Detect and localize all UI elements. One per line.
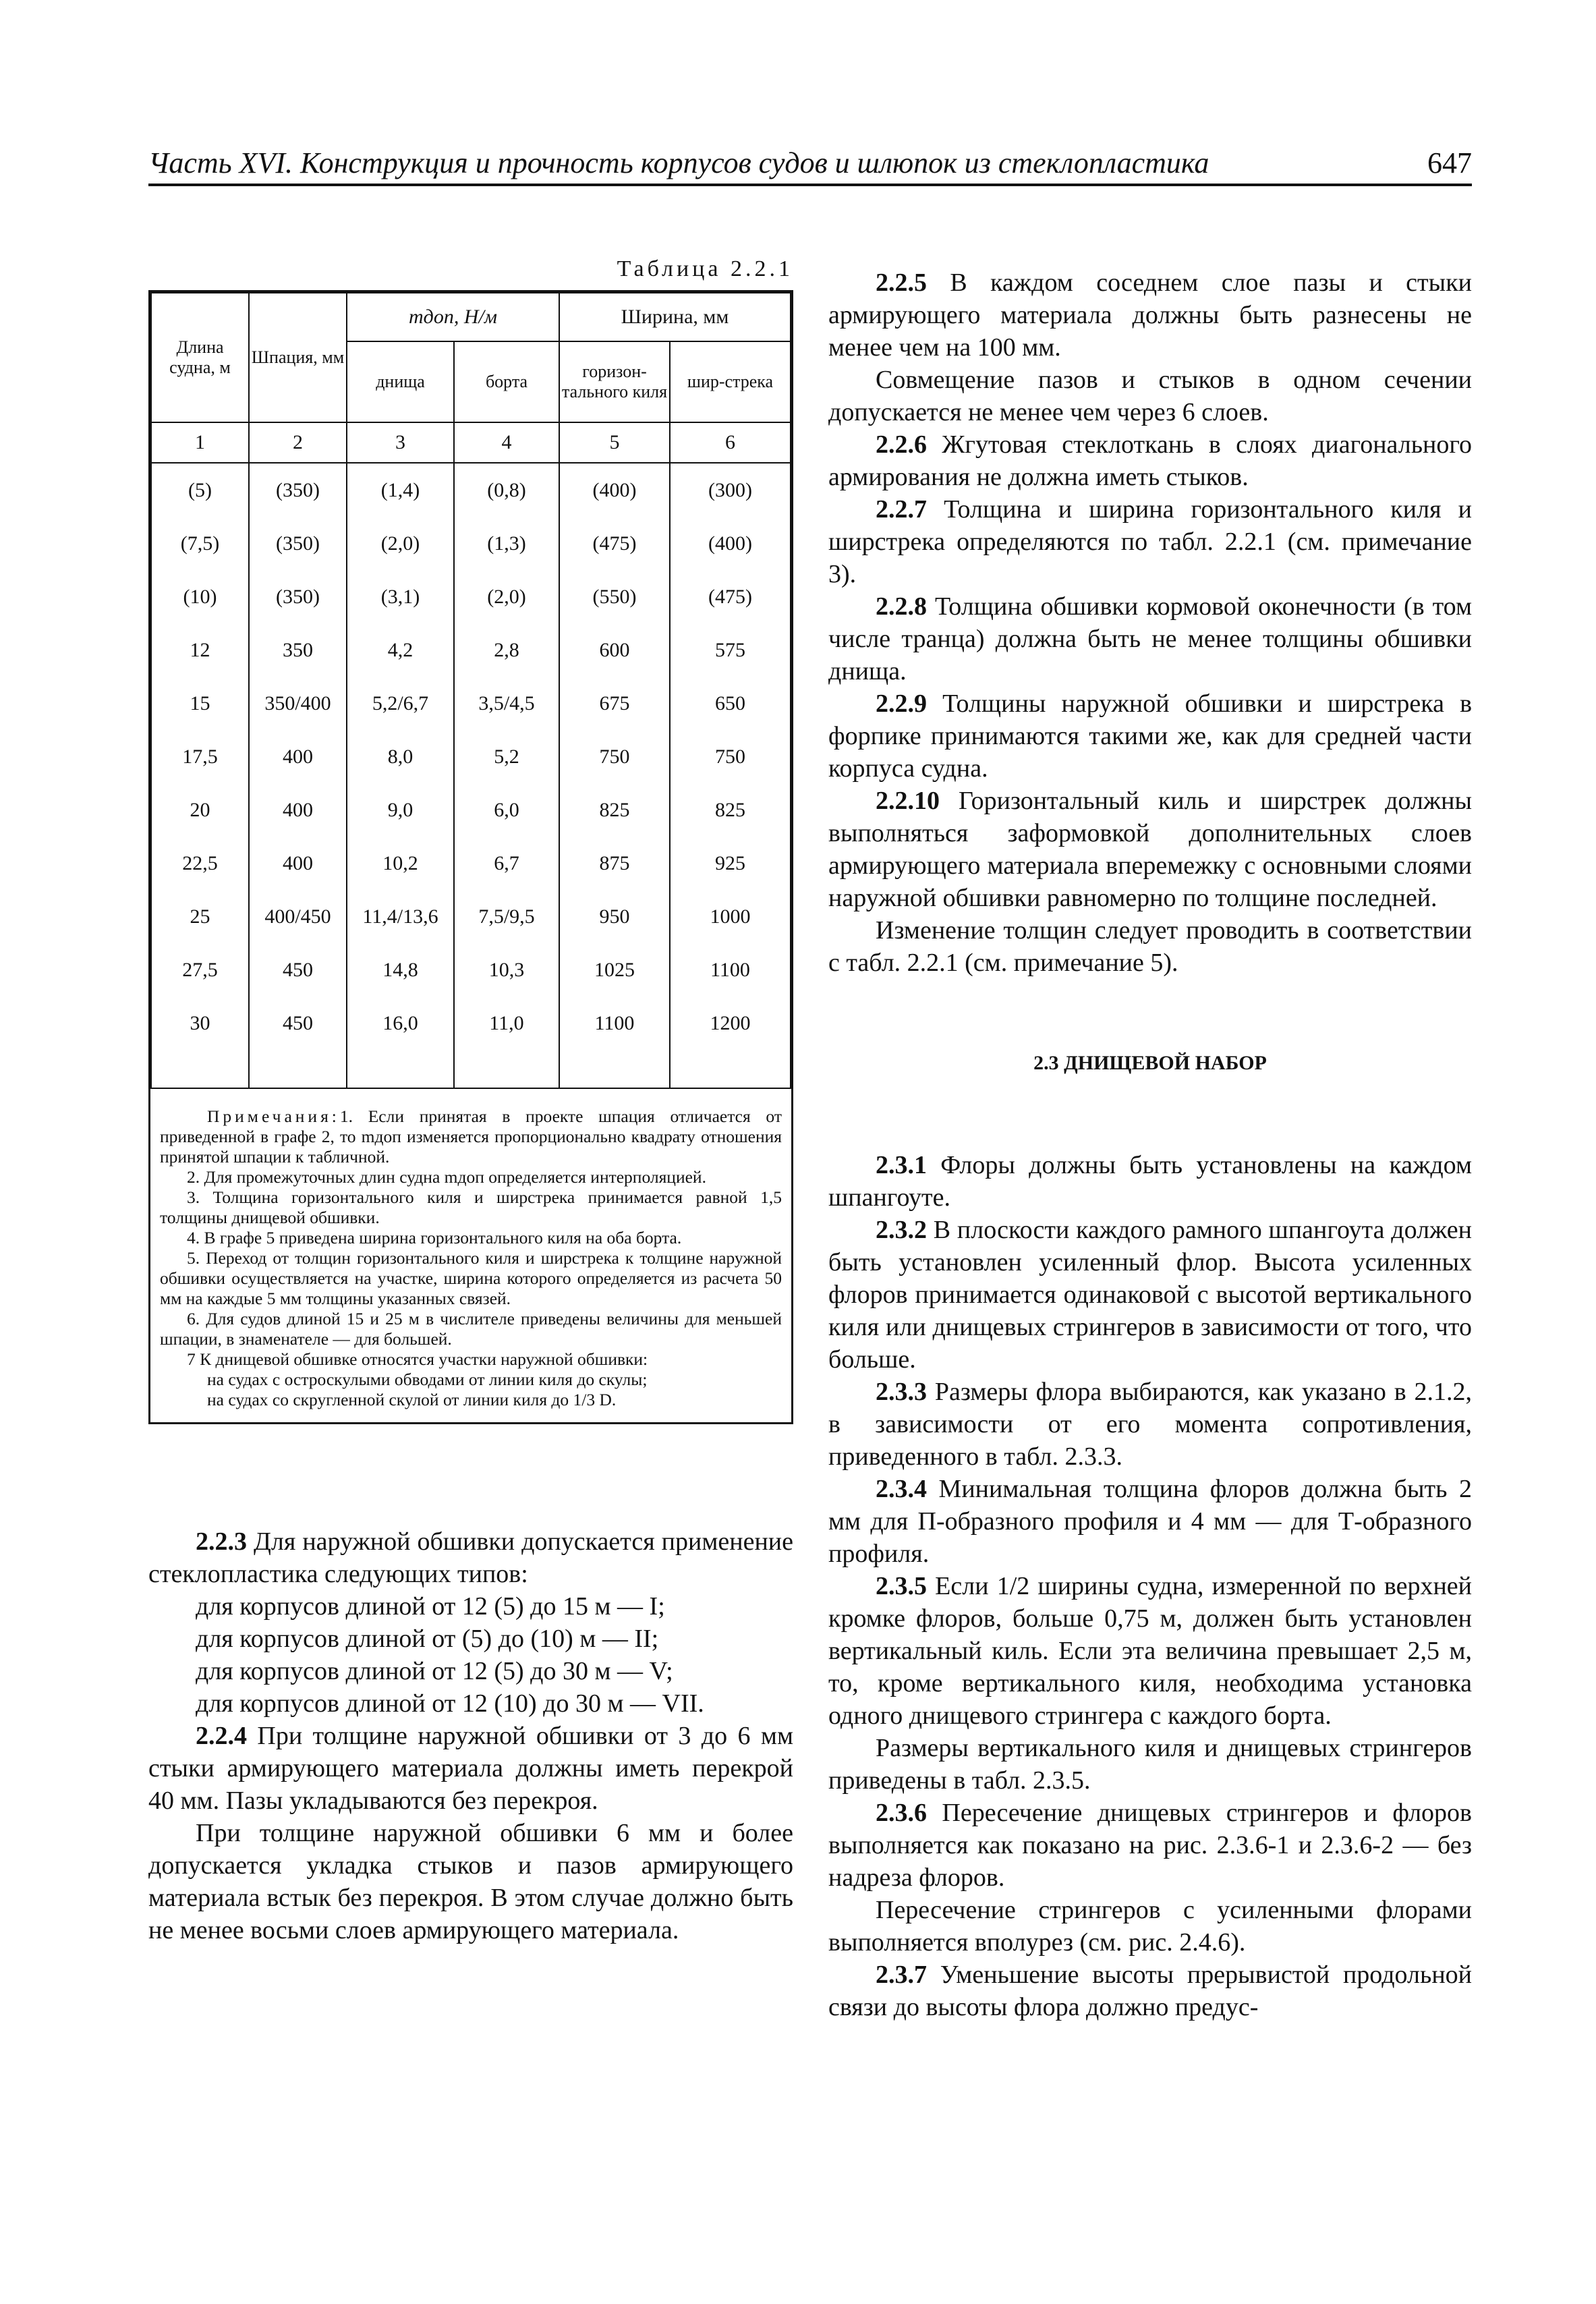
table-row — [151, 837, 791, 890]
header-side: борта — [454, 341, 559, 422]
paragraph-2-3-5b: Размеры вертикального киля и днищевых стрингеров приведены в табл. 2.3.5. — [828, 1734, 1472, 1795]
table-cell: 6,0 — [454, 783, 559, 837]
table-cell: (350) — [249, 570, 347, 623]
table-cell: 825 — [670, 783, 791, 837]
right-column — [828, 266, 1472, 2023]
table-cell: 400 — [249, 730, 347, 783]
column-number: 2 — [249, 422, 347, 463]
table-cell: 3,5/4,5 — [454, 677, 559, 730]
note-7a: на судах с остроскулыми обводами от линии киля до скулы; — [207, 1370, 648, 1389]
table-cell: (475) — [559, 517, 670, 570]
note-2: 2. Для промежуточных длин судна mдоп определяется интерполяцией. — [187, 1167, 706, 1187]
table-cell: 350/400 — [249, 677, 347, 730]
table-row — [151, 677, 791, 730]
table-cell: (3,1) — [347, 570, 454, 623]
table-cell: (475) — [670, 570, 791, 623]
table-cell: 5,2/6,7 — [347, 677, 454, 730]
table-cell: 1200 — [670, 996, 791, 1050]
table-cell: 6,7 — [454, 837, 559, 890]
table-cell: 1025 — [559, 943, 670, 996]
table-cell: (400) — [670, 517, 791, 570]
header-sheer: шир-стрека — [670, 341, 791, 422]
paragraph-2-3-4: 2.3.4 Минимальная толщина флоров должна быть 2 мм для П-образного профиля и 4 мм — для Т-образного профиля. — [828, 1475, 1473, 1568]
column-number: 6 — [670, 422, 791, 463]
table-cell: 825 — [559, 783, 670, 837]
table-cell: 450 — [249, 943, 347, 996]
table-cell: (10) — [151, 570, 249, 623]
paragraph-2-3-6: 2.3.6 Пересечение днищевых стрингеров и флоров выполняется как показано на рис. 2.3.6-1 и 2.3.6-2 — без надреза флоров. — [828, 1799, 1472, 1892]
table-cell: 350 — [249, 623, 347, 677]
table-cell: 5,2 — [454, 730, 559, 783]
header-length: Длина судна, м — [151, 293, 249, 422]
table-cell: 17,5 — [151, 730, 249, 783]
paragraph-2-2-4b: При толщине наружной обшивки 6 мм и более допускается укладка стыков и пазов армирующего материала встык без перекроя. В этом случае должно быть не менее восьми слоев армирующего материала. — [148, 1819, 793, 1944]
table-cell: 30 — [151, 996, 249, 1050]
paragraph-2-2-6: 2.2.6 Жгутовая стеклоткань в слоях диагонального армирования не должна иметь стыков. — [828, 430, 1473, 491]
table-row — [151, 943, 791, 996]
table-cell: 1000 — [670, 890, 791, 943]
table-cell: 9,0 — [347, 783, 454, 837]
table-row — [151, 570, 791, 623]
column-numbers-row — [151, 422, 791, 463]
table-frame — [148, 290, 793, 1424]
paragraph-2-2-7: 2.2.7 Толщина и ширина горизонтального киля и ширстрека определяются по табл. 2.2.1 (см. примечание 3). — [828, 495, 1472, 588]
list-item: для корпусов длиной от 12 (5) до 30 м — V; — [196, 1657, 673, 1685]
table-cell: 27,5 — [151, 943, 249, 996]
paragraph-2-2-3: 2.2.3 Для наружной обшивки допускается применение стеклопластика следующих типов: — [148, 1527, 794, 1588]
header-bottom: днища — [347, 341, 454, 422]
table-cell: (400) — [559, 463, 670, 517]
table-cell: (7,5) — [151, 517, 249, 570]
note-7b: на судах со скругленной скулой от линии киля до 1/3 D. — [207, 1390, 617, 1409]
table-cell: 7,5/9,5 — [454, 890, 559, 943]
paragraph-2-3-1: 2.3.1 Флоры должны быть установлены на каждом шпангоуте. — [828, 1151, 1472, 1212]
table-spacer-row — [151, 1050, 791, 1088]
table-row — [151, 463, 791, 517]
table-cell: 2,8 — [454, 623, 559, 677]
column-number: 5 — [559, 422, 670, 463]
table-cell: 650 — [670, 677, 791, 730]
table-cell: (350) — [249, 517, 347, 570]
page-header — [148, 142, 1472, 186]
paragraph-2-2-10: 2.2.10 Горизонтальный киль и ширстрек должны выполняться заформовкой дополнительных слоев армирующего материала вперемежку с основными слоями наружной обшивки равномерно по толщине последней. — [828, 787, 1473, 912]
list-item: для корпусов длиной от 12 (10) до 30 м — VII. — [196, 1689, 704, 1718]
note-7: 7 К днищевой обшивке относятся участки наружной обшивки: — [187, 1349, 648, 1369]
table-row — [151, 890, 791, 943]
table-cell: 925 — [670, 837, 791, 890]
table-cell: (2,0) — [347, 517, 454, 570]
table-cell: 875 — [559, 837, 670, 890]
table-cell: 675 — [559, 677, 670, 730]
table-cell: 1100 — [670, 943, 791, 996]
table-cell: (1,4) — [347, 463, 454, 517]
table-cell: 20 — [151, 783, 249, 837]
table-cell: 400/450 — [249, 890, 347, 943]
header-spacing: Шпация, мм — [249, 293, 347, 422]
table-cell: 25 — [151, 890, 249, 943]
paragraph-2-2-5b: Совмещение пазов и стыков в одном сечении допускается не менее чем через 6 слоев. — [828, 366, 1472, 426]
table-row — [151, 517, 791, 570]
table-notes — [150, 1089, 791, 1422]
table-row — [151, 996, 791, 1050]
column-number: 3 — [347, 422, 454, 463]
table-cell: 10,2 — [347, 837, 454, 890]
column-number: 4 — [454, 422, 559, 463]
header-keel: горизон-тального киля — [559, 341, 670, 422]
note-4: 4. В графе 5 приведена ширина горизонтального киля на оба борта. — [187, 1228, 682, 1247]
table-cell: 22,5 — [151, 837, 249, 890]
table-cell: (2,0) — [454, 570, 559, 623]
table-cell: (550) — [559, 570, 670, 623]
table-row — [151, 623, 791, 677]
note-1: Примечания:1. Если принятая в проекте шпация отличается от приведенной в графе 2, то mдоп изменяется пропорционально квадрату отношения принятой шпации к табличной. — [160, 1106, 782, 1167]
paragraph-2-2-9: 2.2.9 Толщины наружной обшивки и ширстрека в форпике принимаются такими же, как для средней части корпуса судна. — [828, 690, 1473, 783]
left-column — [148, 256, 793, 1946]
table-row — [151, 730, 791, 783]
table-cell: 950 — [559, 890, 670, 943]
table-cell: 14,8 — [347, 943, 454, 996]
table-cell: 750 — [670, 730, 791, 783]
note-5: 5. Переход от толщин горизонтального киля и ширстрека к толщине наружной обшивки осуществляется на участке, ширина которого определяется из расчета 50 мм на каждые 5 мм толщины указанных связей. — [160, 1248, 782, 1308]
header-m-group: mдоп, Н/м — [347, 293, 559, 341]
table-cell: (350) — [249, 463, 347, 517]
table-cell: 1100 — [559, 996, 670, 1050]
table-cell: 12 — [151, 623, 249, 677]
table-cell: 600 — [559, 623, 670, 677]
column-number: 1 — [151, 422, 249, 463]
table-cell: (5) — [151, 463, 249, 517]
table-caption: Таблица 2.2.1 — [617, 256, 793, 281]
table-cell: 10,3 — [454, 943, 559, 996]
table-cell: 4,2 — [347, 623, 454, 677]
table-cell: 15 — [151, 677, 249, 730]
paragraph-2-3-3: 2.3.3 Размеры флора выбираются, как указано в 2.1.2, в зависимости от его момента сопротивления, приведенного в табл. 2.3.3. — [828, 1378, 1473, 1471]
paragraph-2-3-6b: Пересечение стрингеров с усиленными флорами выполняется вполурез (см. рис. 2.4.6). — [828, 1896, 1472, 1957]
list-item: для корпусов длиной от (5) до (10) м — II; — [196, 1625, 659, 1653]
table-cell: 11,4/13,6 — [347, 890, 454, 943]
paragraph-2-2-10b: Изменение толщин следует проводить в соответствии с табл. 2.2.1 (см. примечание 5). — [828, 916, 1472, 977]
note-6: 6. Для судов длиной 15 и 25 м в числителе приведены величины для меньшей шпации, в знаменателе — для большей. — [160, 1309, 782, 1349]
paragraph-2-2-8: 2.2.8 Толщина обшивки кормовой оконечности (в том числе транца) должна быть не менее толщины обшивки днища. — [828, 592, 1473, 685]
table-cell: 450 — [249, 996, 347, 1050]
table-cell: (1,3) — [454, 517, 559, 570]
table-cell: 400 — [249, 783, 347, 837]
data-table — [150, 292, 791, 1089]
section-heading: 2.3 ДНИЩЕВОЙ НАБОР — [1033, 1052, 1267, 1074]
list-item: для корпусов длиной от 12 (5) до 15 м — I; — [196, 1592, 665, 1621]
header-title: Часть XVI. Конструкция и прочность корпусов судов и шлюпок из стеклопластика — [148, 146, 1209, 179]
header-width-group: Ширина, мм — [559, 293, 791, 341]
paragraph-2-3-2: 2.3.2 В плоскости каждого рамного шпангоута должен быть установлен усиленный флор. Высота усиленных флоров принимается одинаковой с высотой вертикального киля или днищевых стрингеров в зависимости от того, что больше. — [828, 1216, 1473, 1374]
table-cell: (300) — [670, 463, 791, 517]
table-row — [151, 783, 791, 837]
page-number: 647 — [1427, 146, 1472, 179]
paragraph-2-3-7: 2.3.7 Уменьшение высоты прерывистой продольной связи до высоты флора должно предус- — [828, 1961, 1472, 2021]
table-cell: 575 — [670, 623, 791, 677]
note-3: 3. Толщина горизонтального киля и ширстрека принимается равной 1,5 толщины днищевой обшивки. — [160, 1187, 782, 1227]
table-cell: 750 — [559, 730, 670, 783]
paragraph-2-2-5: 2.2.5 В каждом соседнем слое пазы и стыки армирующего материала должны быть разнесены не менее чем на 100 мм. — [828, 269, 1472, 362]
paragraph-2-2-4: 2.2.4 При толщине наружной обшивки от 3 до 6 мм стыки армирующего материала должны иметь перекрой 40 мм. Пазы укладываются без перекроя. — [148, 1722, 793, 1815]
table-cell: (0,8) — [454, 463, 559, 517]
table-cell: 8,0 — [347, 730, 454, 783]
paragraph-2-3-5: 2.3.5 Если 1/2 ширины судна, измеренной по верхней кромке флоров, больше 0,75 м, должен быть установлен вертикальный киль. Если эта величина превышает 2,5 м, то, кроме вертикального киля, необходима установка одного днищевого стрингера с каждого борта. — [828, 1572, 1472, 1730]
table-cell: 16,0 — [347, 996, 454, 1050]
table-cell: 11,0 — [454, 996, 559, 1050]
table-cell: 400 — [249, 837, 347, 890]
